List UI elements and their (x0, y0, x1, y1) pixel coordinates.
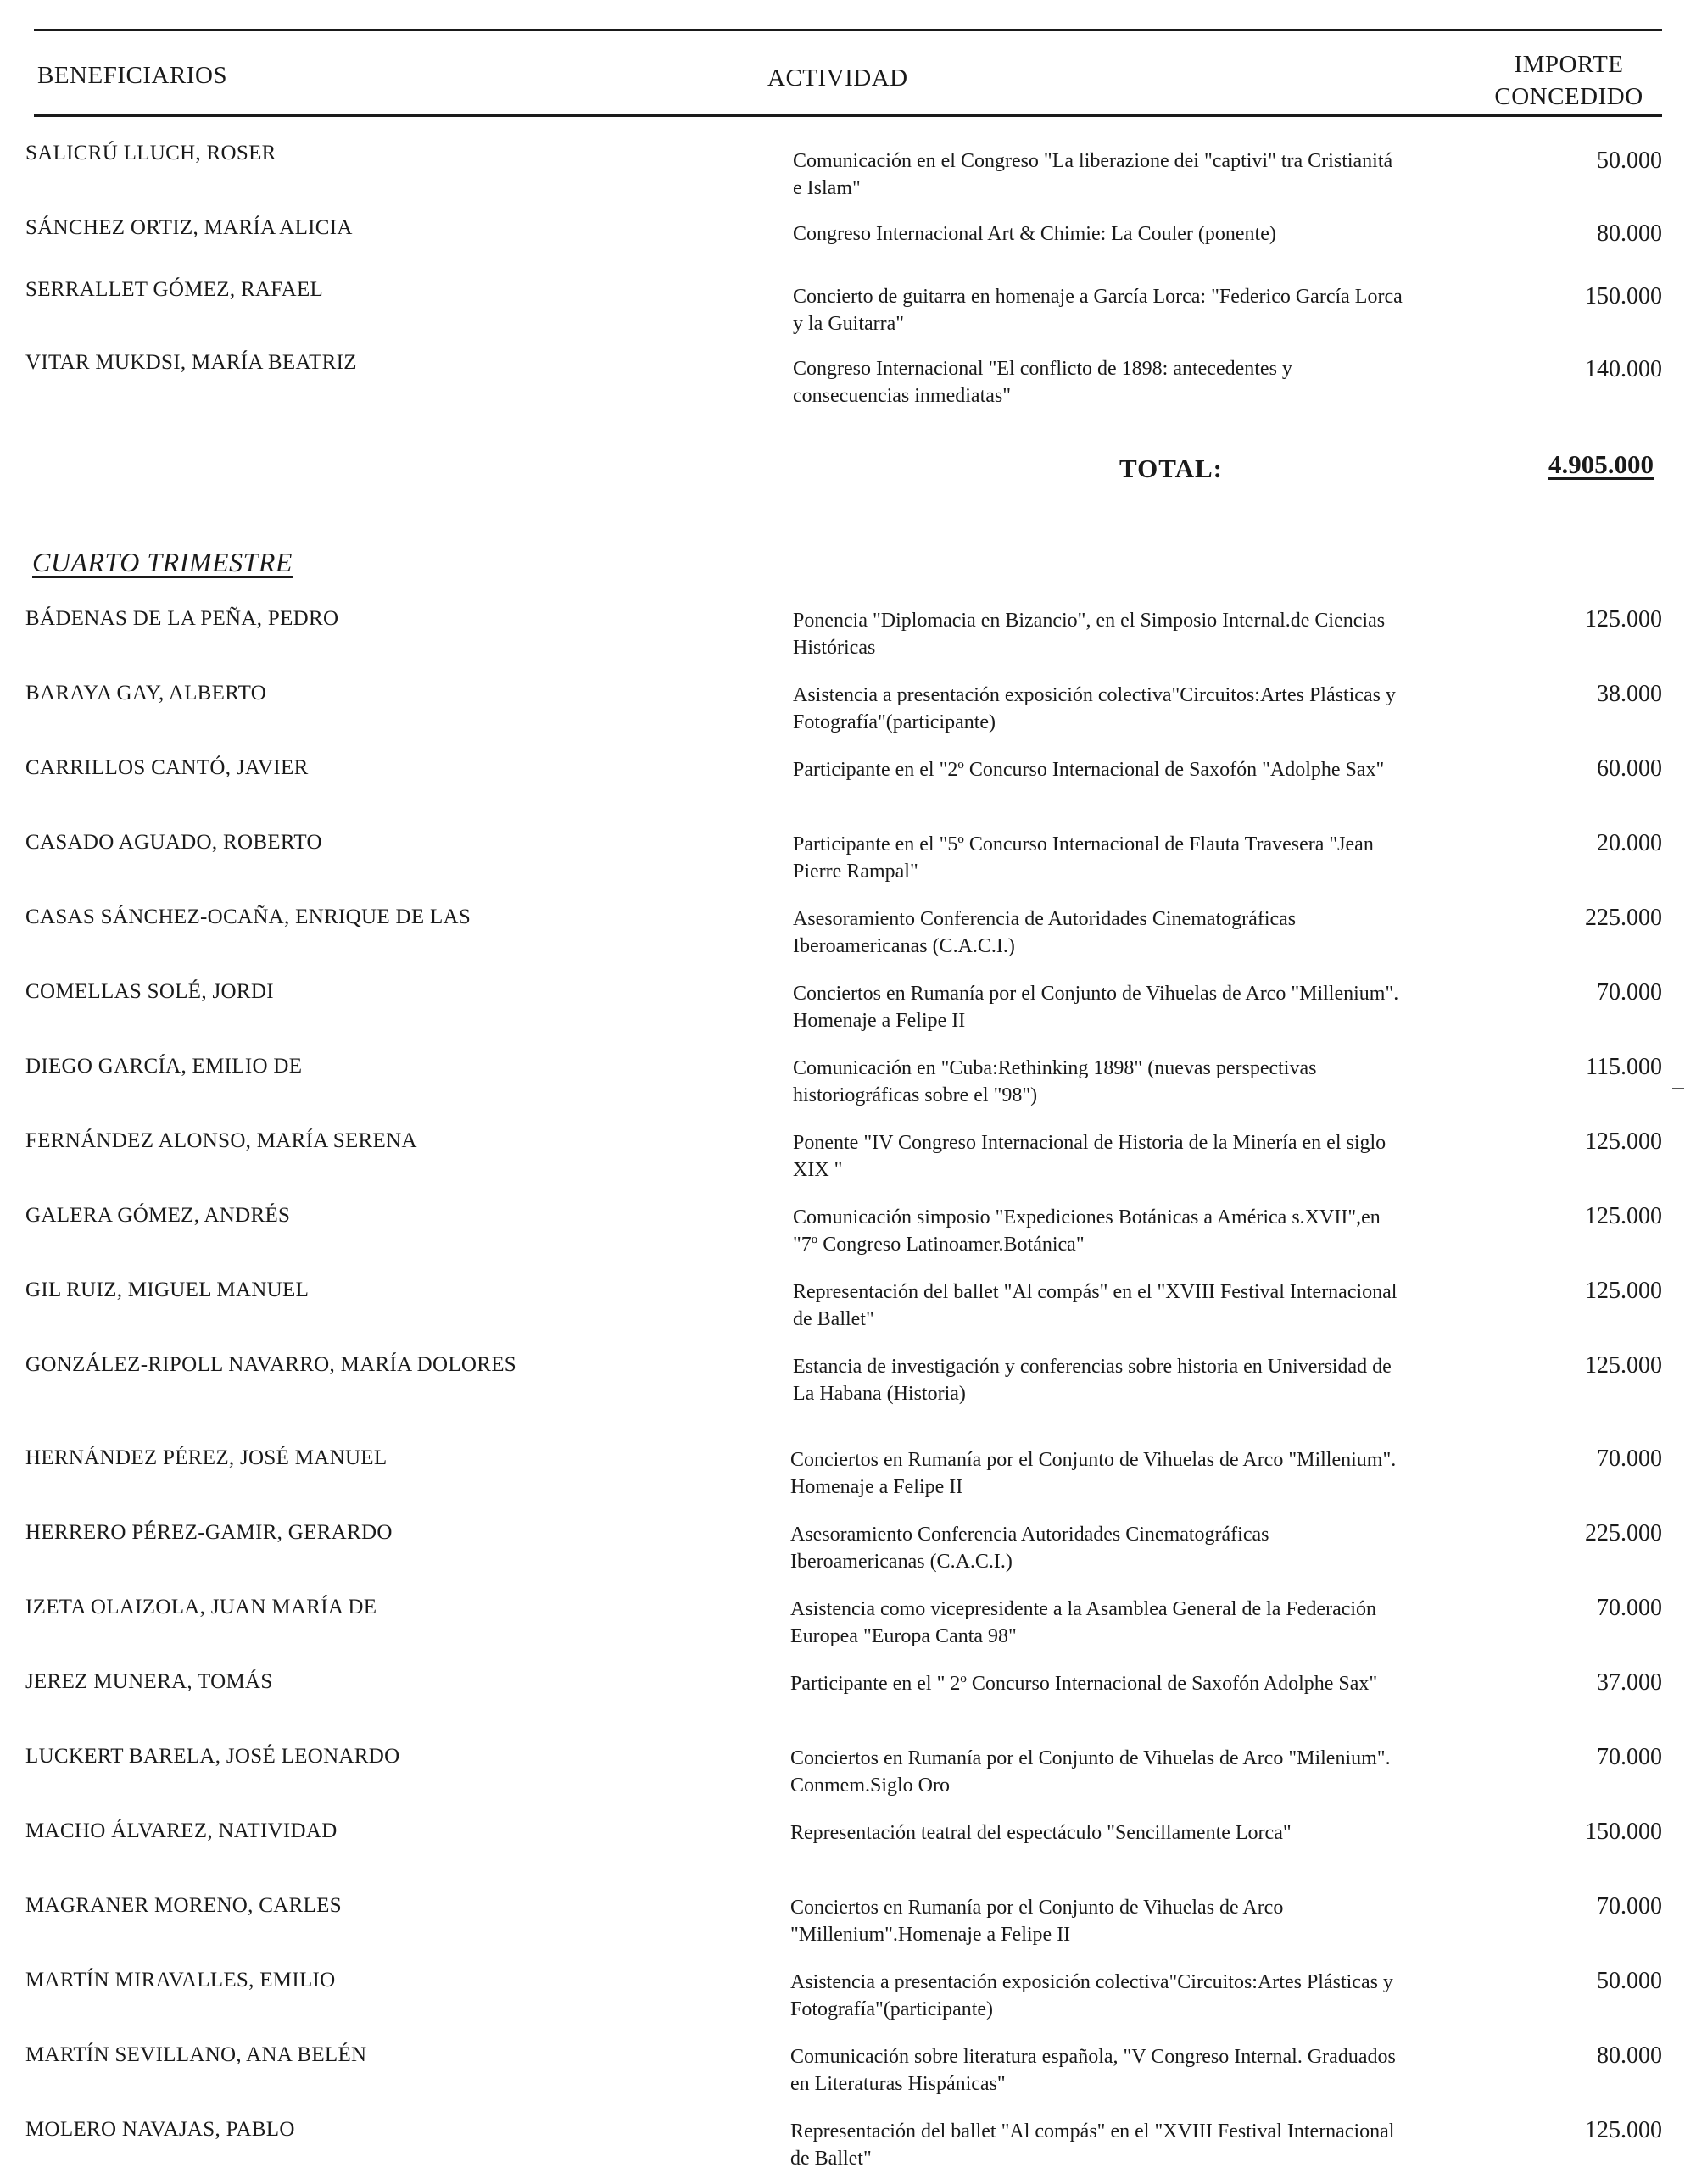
amount-value: 70.000 (1597, 1595, 1662, 1621)
margin-mark (1672, 1088, 1684, 1089)
amount-value: 225.000 (1585, 1520, 1662, 1546)
total-value: 4.905.000 (1548, 449, 1654, 479)
beneficiary-name: IZETA OLAIZOLA, JUAN MARÍA DE (25, 1596, 377, 1618)
amount-value: 60.000 (1597, 755, 1662, 782)
activity-text: Asistencia a presentación exposición colectiva"Circuitos:Artes Plásticas y Fotografía"(participante) (790, 1971, 1393, 2020)
total-label: TOTAL: (1119, 454, 1223, 483)
activity-text: Asistencia como vicepresidente a la Asamblea General de la Federación Europea "Europa Canta 98" (790, 1598, 1377, 1647)
activity-text: Congreso Internacional "El conflicto de 1898: antecedentes y consecuencias inmediatas" (793, 358, 1292, 407)
beneficiary-name: MACHO ÁLVAREZ, NATIVIDAD (25, 1819, 338, 1842)
activity-text: Representación teatral del espectáculo "Sencillamente Lorca" (790, 1822, 1292, 1844)
activity-text: Participante en el "2º Concurso Internacional de Saxofón "Adolphe Sax" (793, 759, 1385, 781)
amount-value: 125.000 (1585, 1128, 1662, 1155)
table-row (0, 214, 1696, 282)
table-row (0, 978, 1696, 1046)
table-row (0, 140, 1696, 208)
header-importe-line2: CONCEDIDO (1494, 83, 1643, 110)
beneficiary-name: MARTÍN MIRAVALLES, EMILIO (25, 1969, 336, 1992)
table-row (0, 1892, 1696, 1960)
activity-text: Concierto de guitarra en homenaje a García Lorca: "Federico García Lorca y la Guitarra" (793, 286, 1403, 335)
top-rule (34, 29, 1662, 31)
amount-value: 80.000 (1597, 2042, 1662, 2069)
beneficiary-name: BÁDENAS DE LA PEÑA, PEDRO (25, 607, 339, 630)
amount-value: 115.000 (1586, 1054, 1662, 1080)
beneficiary-name: GIL RUIZ, MIGUEL MANUEL (25, 1279, 310, 1301)
table-row (0, 1277, 1696, 1345)
beneficiary-name: LUCKERT BARELA, JOSÉ LEONARDO (25, 1745, 400, 1768)
table-row (0, 1351, 1696, 1419)
activity-text: Participante en el "5º Concurso Internacional de Flauta Travesera "Jean Pierre Rampal" (793, 833, 1374, 883)
beneficiary-name: HERNÁNDEZ PÉREZ, JOSÉ MANUEL (25, 1446, 388, 1469)
amount-value: 70.000 (1597, 1893, 1662, 1919)
beneficiary-name: SERRALLET GÓMEZ, RAFAEL (25, 278, 324, 301)
table-row (0, 755, 1696, 822)
table-row (0, 2116, 1696, 2184)
amount-value: 70.000 (1597, 1744, 1662, 1770)
beneficiary-name: GONZÁLEZ-RIPOLL NAVARRO, MARÍA DOLORES (25, 1353, 517, 1376)
table-row (0, 276, 1696, 344)
beneficiary-name: CARRILLOS CANTÓ, JAVIER (25, 756, 309, 779)
table-row (0, 1669, 1696, 1736)
table-row (0, 349, 1696, 417)
activity-text: Ponencia "Diplomacia en Bizancio", en el Simposio Internal.de Ciencias Históricas (793, 610, 1386, 659)
amount-value: 150.000 (1585, 1819, 1662, 1845)
table-row (0, 829, 1696, 897)
section-title: CUARTO TRIMESTRE (32, 547, 293, 577)
amount-value: 140.000 (1585, 356, 1662, 382)
beneficiary-name: VITAR MUKDSI, MARÍA BEATRIZ (25, 351, 357, 374)
beneficiary-name: MARTÍN SEVILLANO, ANA BELÉN (25, 2043, 367, 2066)
activity-text: Conciertos en Rumanía por el Conjunto de Vihuelas de Arco "Millenium". Homenaje a Felipe II (790, 1449, 1397, 1498)
beneficiary-name: HERRERO PÉREZ-GAMIR, GERARDO (25, 1521, 393, 1544)
amount-value: 125.000 (1585, 2117, 1662, 2143)
table-row (0, 1594, 1696, 1662)
beneficiary-name: COMELLAS SOLÉ, JORDI (25, 980, 274, 1003)
activity-text: Estancia de investigación y conferencias sobre historia en Universidad de La Habana (Historia) (793, 1356, 1392, 1405)
header-beneficiarios: BENEFICIARIOS (37, 62, 228, 89)
amount-value: 38.000 (1597, 681, 1662, 707)
beneficiary-name: MAGRANER MORENO, CARLES (25, 1894, 342, 1917)
activity-text: Ponente "IV Congreso Internacional de Historia de la Minería en el siglo XIX " (793, 1132, 1386, 1181)
table-row (0, 1743, 1696, 1811)
beneficiary-name: CASADO AGUADO, ROBERTO (25, 831, 322, 854)
activity-text: Conciertos en Rumanía por el Conjunto de Vihuelas de Arco "Millenium". Homenaje a Felipe II (793, 983, 1399, 1032)
header-actividad: ACTIVIDAD (767, 64, 908, 92)
activity-text: Comunicación en "Cuba:Rethinking 1898" (nuevas perspectivas historiográficas sobre el "98") (793, 1057, 1317, 1106)
header-importe-line1: IMPORTE (1514, 51, 1624, 78)
table-row (0, 1053, 1696, 1121)
amount-value: 50.000 (1597, 148, 1662, 174)
header-rule (34, 114, 1662, 117)
activity-text: Conciertos en Rumanía por el Conjunto de Vihuelas de Arco "Millenium".Homenaje a Felipe II (790, 1897, 1284, 1946)
activity-text: Comunicación sobre literatura española, "V Congreso Internal. Graduados en Literaturas Hispánicas" (790, 2046, 1396, 2095)
amount-value: 125.000 (1585, 606, 1662, 632)
activity-text: Congreso Internacional Art & Chimie: La Couler (ponente) (793, 223, 1276, 245)
beneficiary-name: SALICRÚ LLUCH, ROSER (25, 142, 276, 164)
amount-value: 37.000 (1597, 1669, 1662, 1696)
activity-text: Asesoramiento Conferencia de Autoridades Cinematográficas Iberoamericanas (C.A.C.I.) (793, 908, 1297, 957)
table-row (0, 1967, 1696, 2035)
beneficiary-name: MOLERO NAVAJAS, PABLO (25, 2118, 295, 2141)
amount-value: 125.000 (1585, 1203, 1662, 1229)
amount-value: 70.000 (1597, 979, 1662, 1006)
amount-value: 150.000 (1585, 283, 1662, 309)
activity-text: Asesoramiento Conferencia Autoridades Cinematográficas Iberoamericanas (C.A.C.I.) (790, 1524, 1269, 1573)
activity-text: Representación del ballet "Al compás" en el "XVIII Festival Internacional de Ballet" (790, 2120, 1395, 2170)
beneficiary-name: SÁNCHEZ ORTIZ, MARÍA ALICIA (25, 216, 353, 239)
table-row (0, 680, 1696, 748)
activity-text: Conciertos en Rumanía por el Conjunto de Vihuelas de Arco "Milenium". Conmem.Siglo Oro (790, 1747, 1391, 1797)
beneficiary-name: FERNÁNDEZ ALONSO, MARÍA SERENA (25, 1129, 417, 1152)
activity-text: Comunicación en el Congreso "La liberazione dei "captivi" tra Cristianitá e Islam" (793, 150, 1393, 199)
amount-value: 125.000 (1585, 1278, 1662, 1304)
beneficiary-name: CASAS SÁNCHEZ-OCAÑA, ENRIQUE DE LAS (25, 905, 471, 928)
activity-text: Asistencia a presentación exposición colectiva"Circuitos:Artes Plásticas y Fotografía"(participante) (793, 684, 1396, 733)
amount-value: 225.000 (1585, 905, 1662, 931)
table-row (0, 605, 1696, 673)
activity-text: Representación del ballet "Al compás" en el "XVIII Festival Internacional de Ballet" (793, 1281, 1398, 1330)
beneficiary-name: GALERA GÓMEZ, ANDRÉS (25, 1204, 291, 1227)
beneficiary-name: DIEGO GARCÍA, EMILIO DE (25, 1055, 303, 1078)
amount-value: 125.000 (1585, 1352, 1662, 1379)
header-importe (1476, 48, 1662, 113)
amount-value: 80.000 (1597, 220, 1662, 247)
amount-value: 70.000 (1597, 1446, 1662, 1472)
table-row (0, 1445, 1696, 1513)
activity-text: Participante en el " 2º Concurso Internacional de Saxofón Adolphe Sax" (790, 1673, 1378, 1695)
table-row (0, 1818, 1696, 1886)
table-row (0, 1128, 1696, 1195)
activity-text: Comunicación simposio "Expediciones Botánicas a América s.XVII",en "7º Congreso Latinoamer.Botánica" (793, 1206, 1381, 1256)
table-row (0, 2042, 1696, 2109)
beneficiary-name: BARAYA GAY, ALBERTO (25, 682, 267, 705)
amount-value: 20.000 (1597, 830, 1662, 856)
beneficiary-name: JEREZ MUNERA, TOMÁS (25, 1670, 273, 1693)
table-row (0, 1202, 1696, 1270)
table-row (0, 1519, 1696, 1587)
amount-value: 50.000 (1597, 1968, 1662, 1994)
table-row (0, 904, 1696, 972)
